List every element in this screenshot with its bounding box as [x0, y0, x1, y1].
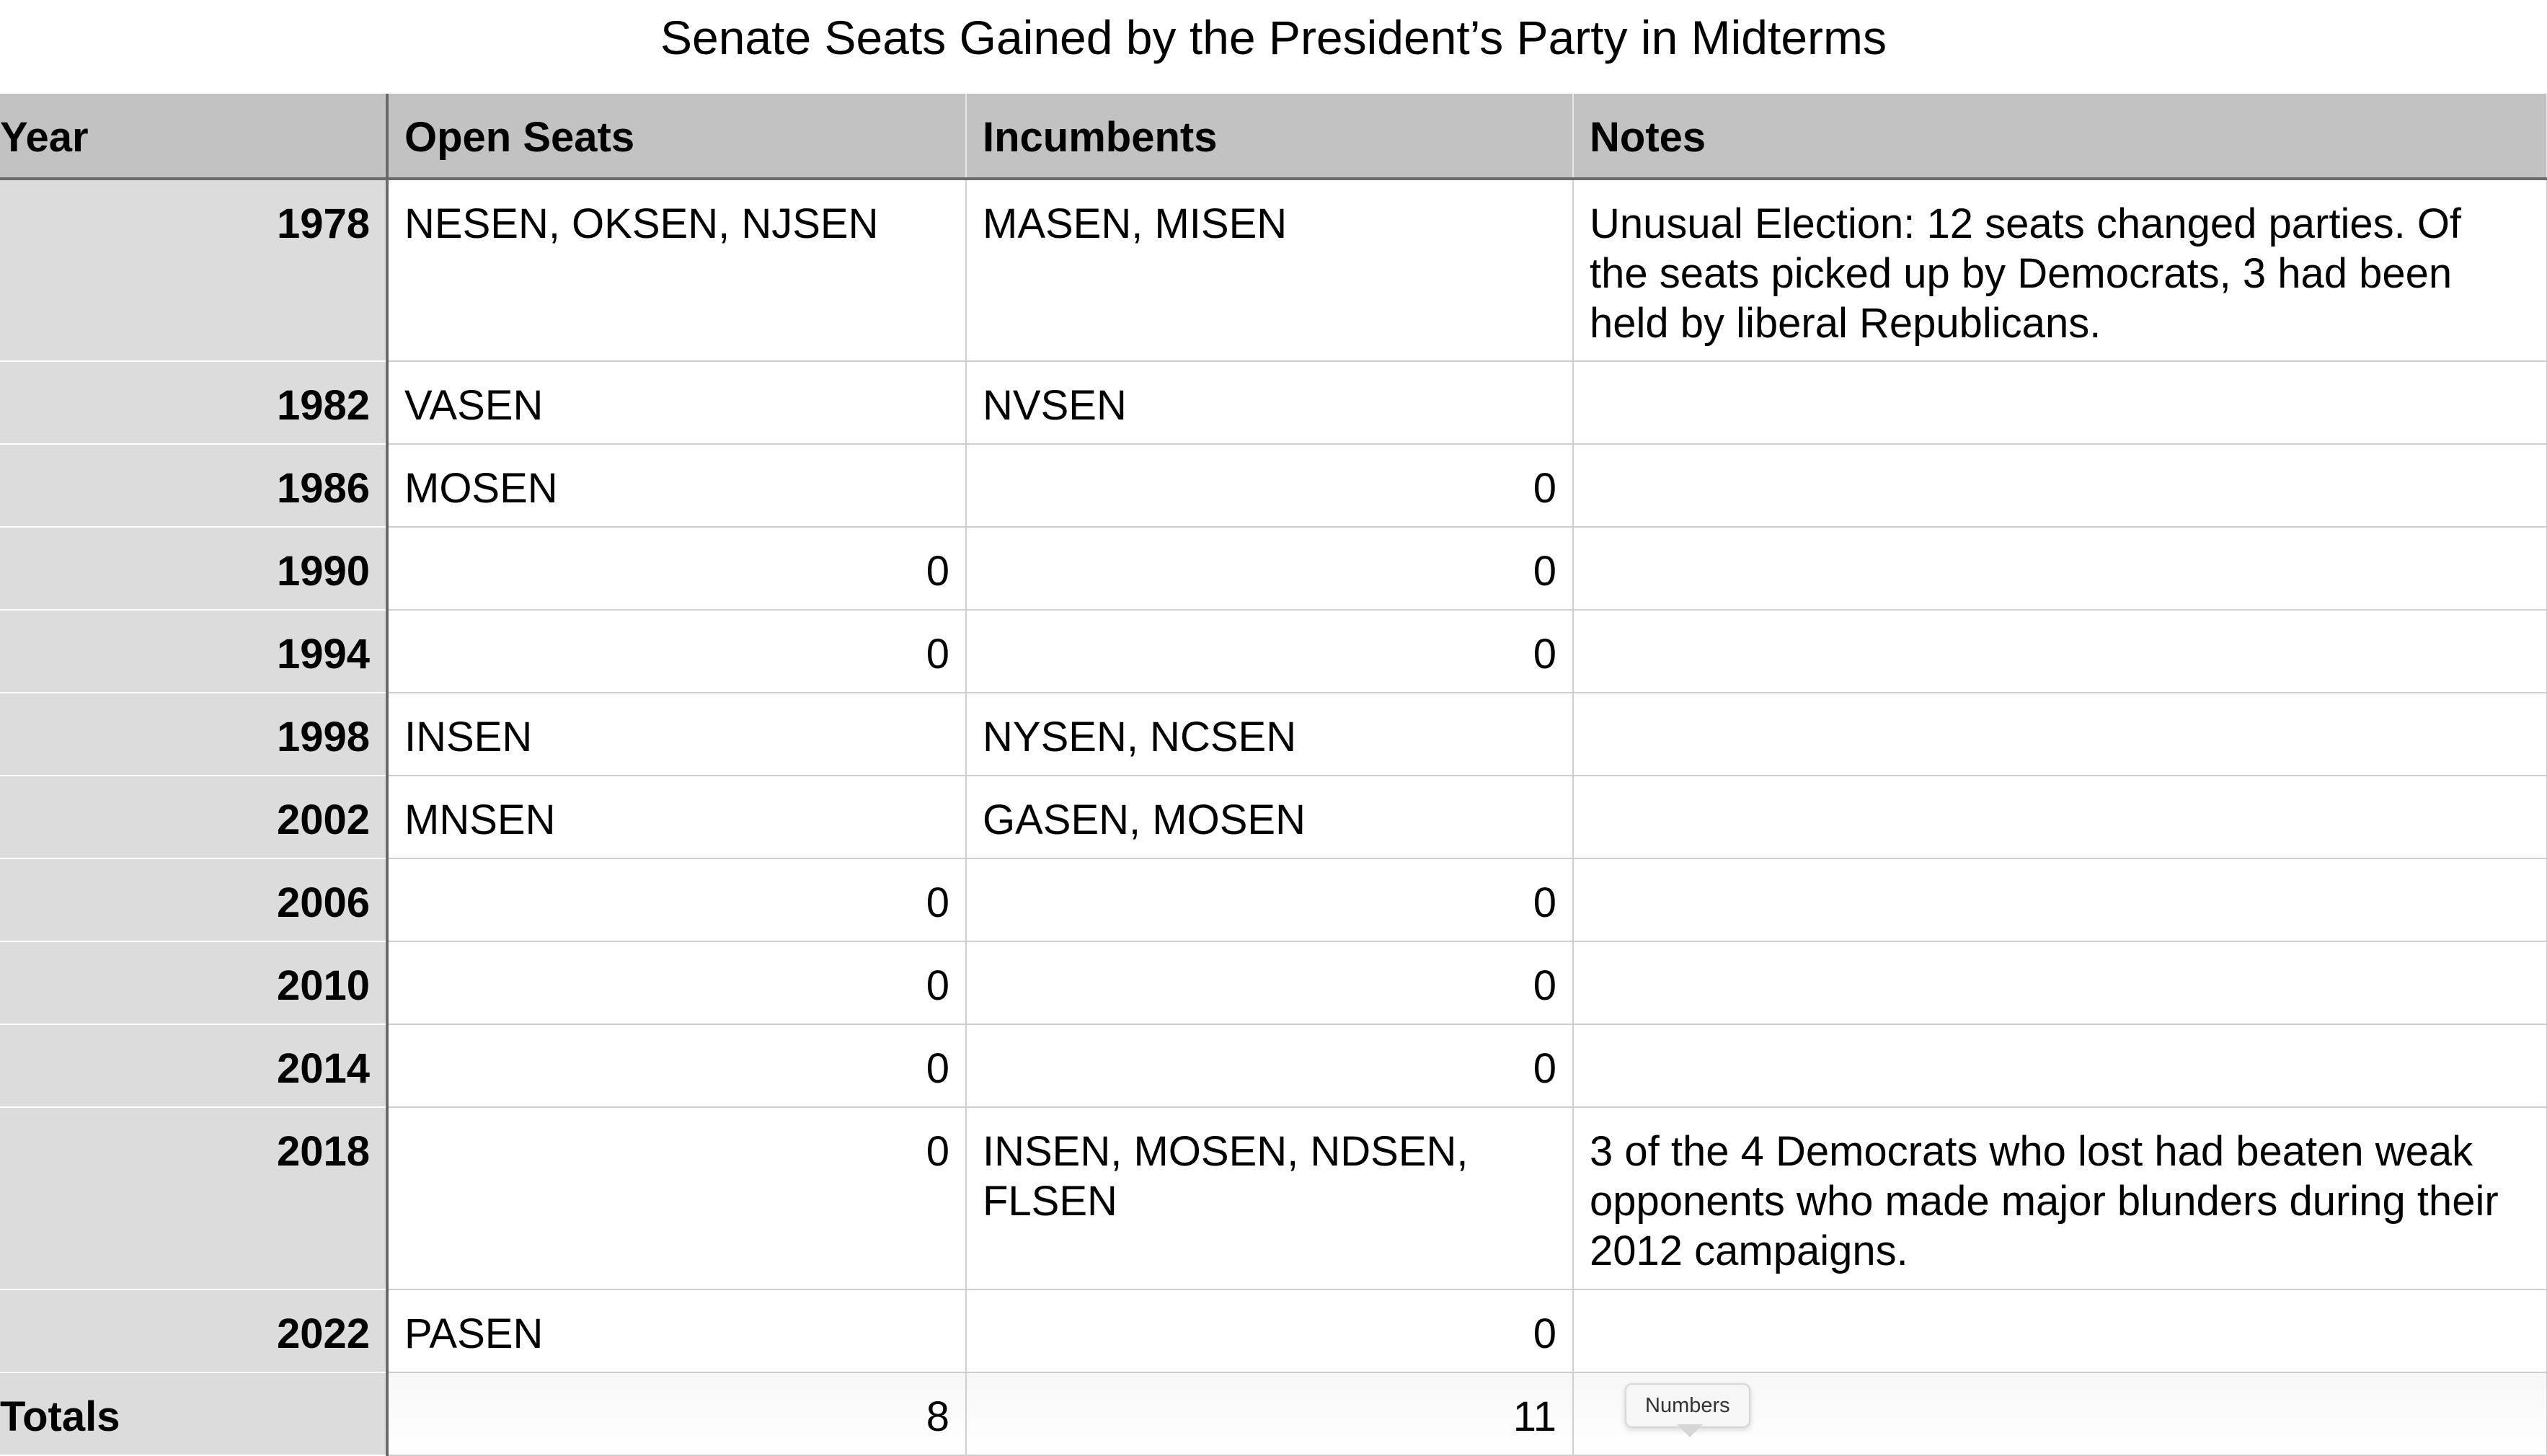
- incumbents-cell[interactable]: NVSEN: [966, 361, 1573, 444]
- year-cell[interactable]: 2010: [0, 941, 387, 1024]
- sheet-title: Senate Seats Gained by the President’s Party in Midterms: [660, 11, 1887, 64]
- notes-cell[interactable]: [1573, 693, 2547, 776]
- open-seats-total-cell[interactable]: 8: [387, 1372, 966, 1455]
- table-row: [0, 444, 2547, 527]
- year-cell[interactable]: 2022: [0, 1289, 387, 1372]
- notes-cell[interactable]: 3 of the 4 Democrats who lost had beaten weak opponents who made major blunders during their 2012 campaigns.: [1573, 1107, 2547, 1289]
- header-open-seats[interactable]: Open Seats: [387, 94, 966, 179]
- year-cell[interactable]: 1986: [0, 444, 387, 527]
- open-seats-cell[interactable]: NESEN, OKSEN, NJSEN: [387, 179, 966, 361]
- tooltip-arrow-icon: [1677, 1424, 1703, 1437]
- incumbents-cell[interactable]: 0: [966, 610, 1573, 693]
- table-row: [0, 941, 2547, 1024]
- year-cell[interactable]: 2002: [0, 776, 387, 858]
- open-seats-cell[interactable]: 0: [387, 527, 966, 610]
- incumbents-cell[interactable]: MASEN, MISEN: [966, 179, 1573, 361]
- open-seats-cell[interactable]: 0: [387, 941, 966, 1024]
- header-year[interactable]: Year: [0, 94, 387, 179]
- table-row: [0, 1024, 2547, 1107]
- year-cell[interactable]: 2014: [0, 1024, 387, 1107]
- year-cell[interactable]: 1994: [0, 610, 387, 693]
- table-row: [0, 858, 2547, 941]
- open-seats-cell[interactable]: 0: [387, 1024, 966, 1107]
- notes-cell[interactable]: [1573, 610, 2547, 693]
- incumbents-cell[interactable]: 0: [966, 444, 1573, 527]
- year-cell[interactable]: 1982: [0, 361, 387, 444]
- open-seats-cell[interactable]: VASEN: [387, 361, 966, 444]
- table-row: [0, 527, 2547, 610]
- year-cell[interactable]: 1998: [0, 693, 387, 776]
- open-seats-cell[interactable]: MOSEN: [387, 444, 966, 527]
- incumbents-cell[interactable]: 0: [966, 527, 1573, 610]
- header-row: [0, 94, 2547, 179]
- notes-cell[interactable]: [1573, 776, 2547, 858]
- incumbents-cell[interactable]: 0: [966, 858, 1573, 941]
- incumbents-cell[interactable]: NYSEN, NCSEN: [966, 693, 1573, 776]
- totals-row: [0, 1372, 2547, 1455]
- notes-cell[interactable]: [1573, 1024, 2547, 1107]
- year-cell[interactable]: 2018: [0, 1107, 387, 1289]
- notes-cell[interactable]: [1573, 444, 2547, 527]
- incumbents-cell[interactable]: 0: [966, 1024, 1573, 1107]
- table-row: [0, 179, 2547, 361]
- notes-cell[interactable]: Unusual Election: 12 seats changed parties. Of the seats picked up by Democrats, 3 had been held by liberal Republicans.: [1573, 179, 2547, 361]
- year-cell[interactable]: 2006: [0, 858, 387, 941]
- incumbents-cell[interactable]: GASEN, MOSEN: [966, 776, 1573, 858]
- header-incumbents[interactable]: Incumbents: [966, 94, 1573, 179]
- year-cell[interactable]: 1978: [0, 179, 387, 361]
- header-notes[interactable]: Notes: [1573, 94, 2547, 179]
- table-row: [0, 361, 2547, 444]
- table-row: [0, 693, 2547, 776]
- incumbents-cell[interactable]: 0: [966, 1289, 1573, 1372]
- open-seats-cell[interactable]: MNSEN: [387, 776, 966, 858]
- year-cell[interactable]: 1990: [0, 527, 387, 610]
- incumbents-cell[interactable]: 0: [966, 941, 1573, 1024]
- notes-cell[interactable]: [1573, 941, 2547, 1024]
- incumbents-total-cell[interactable]: 11: [966, 1372, 1573, 1455]
- open-seats-cell[interactable]: PASEN: [387, 1289, 966, 1372]
- table-row: [0, 610, 2547, 693]
- table-row: [0, 776, 2547, 858]
- seats-table: [0, 94, 2547, 1456]
- open-seats-cell[interactable]: 0: [387, 858, 966, 941]
- table-row: [0, 1107, 2547, 1289]
- incumbents-cell[interactable]: INSEN, MOSEN, NDSEN, FLSEN: [966, 1107, 1573, 1289]
- notes-cell[interactable]: [1573, 361, 2547, 444]
- open-seats-cell[interactable]: 0: [387, 610, 966, 693]
- notes-cell[interactable]: [1573, 1289, 2547, 1372]
- notes-cell[interactable]: [1573, 527, 2547, 610]
- notes-cell[interactable]: [1573, 858, 2547, 941]
- numbers-tooltip: Numbers: [1625, 1383, 1750, 1428]
- totals-label-cell[interactable]: Totals: [0, 1372, 387, 1455]
- table-row: [0, 1289, 2547, 1372]
- open-seats-cell[interactable]: 0: [387, 1107, 966, 1289]
- open-seats-cell[interactable]: INSEN: [387, 693, 966, 776]
